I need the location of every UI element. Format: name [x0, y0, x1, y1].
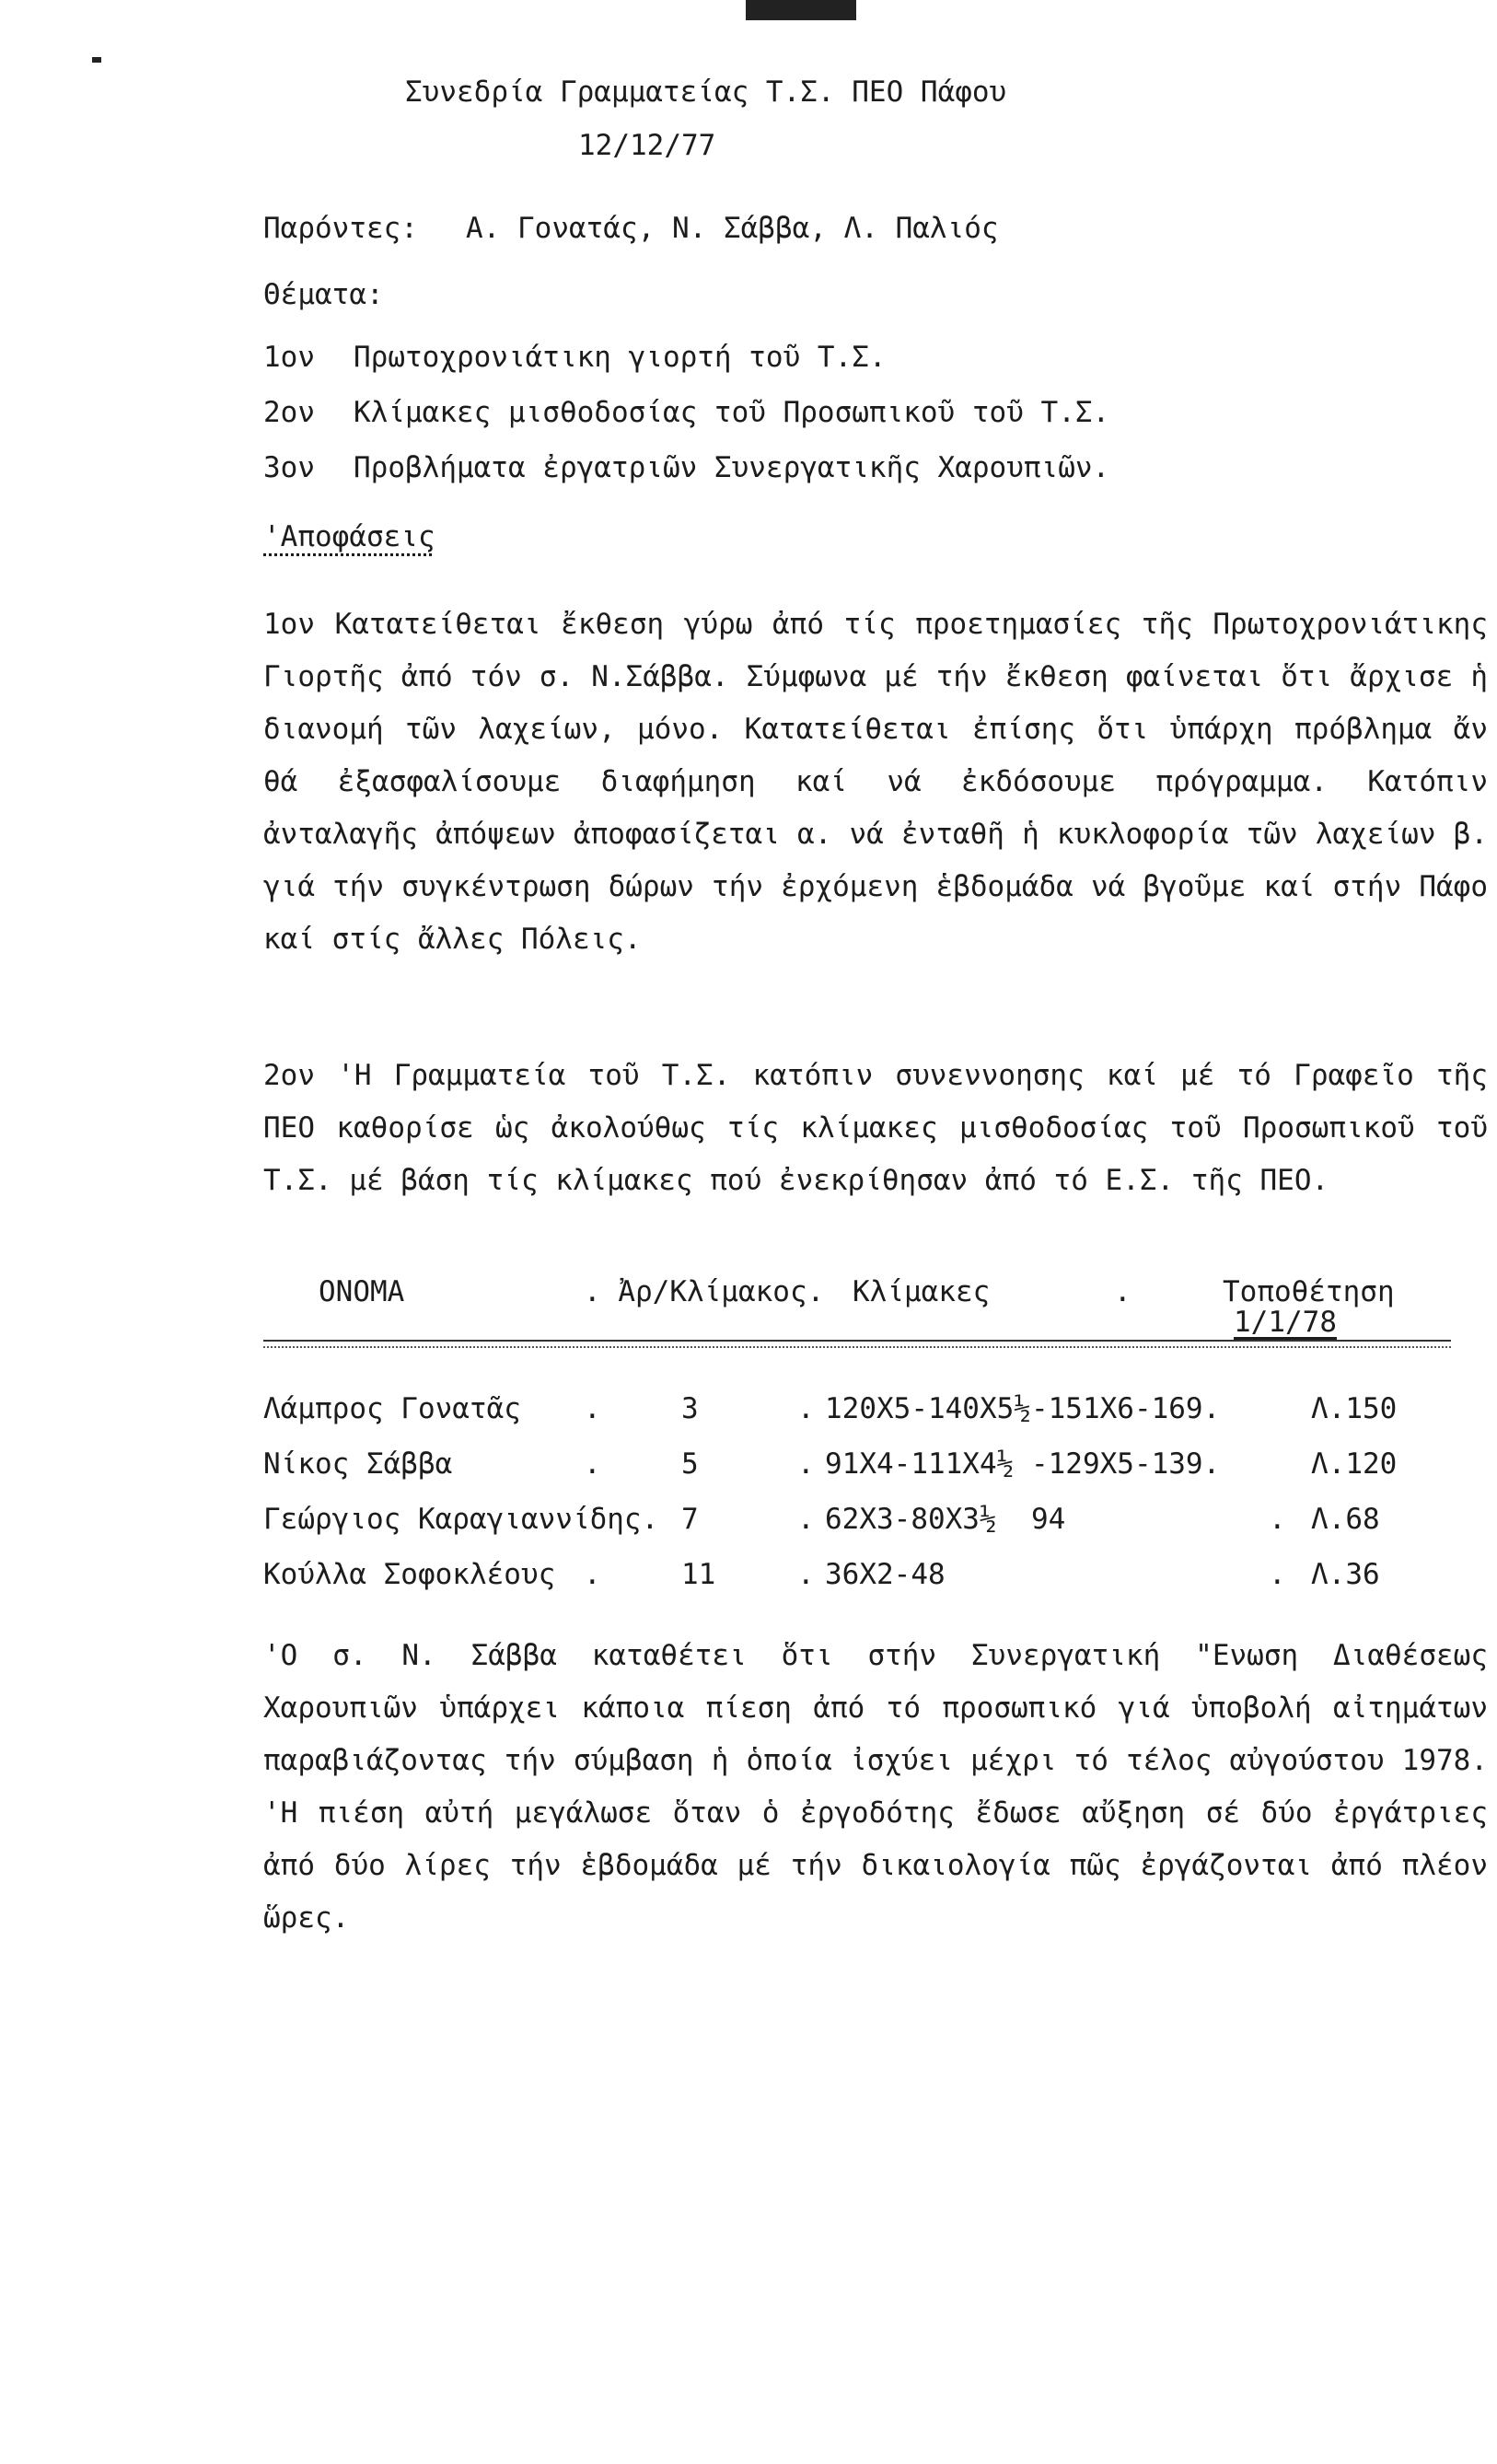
table-row-range: 36Χ2-48 [825, 1558, 946, 1591]
subject-number: 2ον [263, 396, 315, 429]
table-dot: . [584, 1447, 601, 1481]
table-row-placement: Λ.36 [1311, 1558, 1380, 1591]
table-row-range: 91Χ4-111Χ4½ -129Χ5-139. [825, 1447, 1221, 1481]
table-row-name: Νίκος Σάββα [263, 1447, 453, 1481]
table-dot: . [1269, 1503, 1286, 1536]
table-dot: . [584, 1558, 601, 1591]
table-dot: . [797, 1558, 815, 1591]
table-header-placement: Τοποθέτηση [1223, 1275, 1395, 1308]
table-dot: . [797, 1447, 815, 1481]
table-dot: . [797, 1392, 815, 1425]
table-header-scale: . Ἀρ/Κλίμακος. [584, 1275, 825, 1308]
table-rule-dotted [263, 1346, 1451, 1348]
table-rule [263, 1340, 1451, 1342]
subjects-label: Θέματα: [263, 278, 384, 311]
table-header-separator: . [1114, 1275, 1131, 1308]
subject-number: 3ον [263, 451, 315, 484]
scan-mark [92, 57, 101, 63]
table-header-name: ΟΝΟΜΑ [319, 1275, 405, 1308]
table-row-placement: Λ.68 [1311, 1503, 1380, 1536]
table-row-range: 120Χ5-140Χ5½-151Χ6-169. [825, 1392, 1221, 1425]
table-header-placement-date: 1/1/78 [1234, 1306, 1337, 1339]
table-row-name: Κούλλα Σοφοκλέους [263, 1558, 556, 1591]
present-names: Α. Γονατάς, Ν. Σάββα, Λ. Παλιός [466, 212, 999, 245]
table-row-placement: Λ.120 [1311, 1447, 1398, 1481]
decision-paragraph-1: 1ον Κατατείθεται ἔκθεση γύρω ἀπό τίς προετημασίες τῆς Πρωτοχρονιάτικης Γιορτῆς ἀπό τόν σ. Ν.Σάββα. Σύμφωνα μέ τήν ἔκθεση φαίνεται ὅτι ἄρχισε ἡ διανομή τῶν λαχείων, μόνο. Κατατείθεται ἐπίσης ὅτι ὑπάρχη πρόβλημα ἄν θά ἐξασφαλίσουμε διαφήμηση καί νά ἐκδόσουμε πρόγραμμα. Κατόπιν ἀνταλαγῆς ἀπόψεων ἀποφασίζεται α. νά ἐνταθῆ ἡ κυκλοφορία τῶν λαχείων β. γιά τήν συγκέντρωση δώρων τήν ἐρχόμενη ἑβδομάδα νά βγοῦμε καί στήν Πάφο καί στίς ἄλλες Πόλεις. [263, 608, 1488, 956]
subject-text: Κλίμακες μισθοδοσίας τοῦ Προσωπικοῦ τοῦ Τ.Σ. [354, 396, 1110, 429]
table-row-range: 62Χ3-80Χ3½ 94 [825, 1503, 1066, 1536]
decisions-heading: 'Αποφάσεις [263, 520, 435, 553]
table-dot: . [1269, 1558, 1286, 1591]
table-row-placement: Λ.150 [1311, 1392, 1398, 1425]
table-dot: . [584, 1392, 601, 1425]
decision-paragraph-2: 2ον 'Η Γραμματεία τοῦ Τ.Σ. κατόπιν συνεννοησης καί μέ τό Γραφεῖο τῆς ΠΕΟ καθορίσε ὡς ἀκολούθως τίς κλίμακες μισθοδοσίας τοῦ Προσωπικοῦ τοῦ Τ.Σ. μέ βάση τίς κλίμακες πού ἐνεκρίθησαν ἀπό τό Ε.Σ. τῆς ΠΕΟ. [263, 1059, 1488, 1197]
document-title: Συνεδρία Γραμματείας Τ.Σ. ΠΕΟ Πάφου [405, 76, 1007, 109]
table-header-scales: Κλίμακες [853, 1275, 991, 1308]
table-row-name: Γεώργιος Καραγιαννίδης. [263, 1503, 659, 1536]
table-row-scale: 5 [681, 1447, 699, 1481]
table-row-scale: 7 [681, 1503, 699, 1536]
scan-mark [746, 0, 856, 20]
table-row-scale: 11 [681, 1558, 716, 1591]
table-row-name: Λάμπρος Γονατᾶς [263, 1392, 521, 1425]
table-dot: . [797, 1503, 815, 1536]
present-label: Παρόντες: [263, 212, 418, 245]
table-row-scale: 3 [681, 1392, 699, 1425]
subject-number: 1ον [263, 341, 315, 374]
closing-paragraph: 'Ο σ. Ν. Σάββα καταθέτει ὅτι στήν Συνεργατική "Ενωση Διαθέσεως Χαρουπιῶν ὑπάρχει κάποια πίεση ἀπό τό προσωπικό γιά ὑποβολή αἰτημάτων παραβιάζοντας τήν σύμβαση ἡ ὁποία ἰσχύει μέχρι τό τέλος αὐγούστου 1978. 'Η πιέση αὐτή μεγάλωσε ὅταν ὁ ἐργοδότης ἔδωσε αὔξηση σέ δύο ἐργάτριες ἀπό δύο λίρες τήν ἑβδομάδα μέ τήν δικαιολογία πῶς ἐργάζονται ἀπό πλέον ὥρες. [263, 1639, 1488, 1935]
subject-text: Προβλήματα ἐργατριῶν Συνεργατικῆς Χαρουπιῶν. [354, 451, 1110, 484]
subject-text: Πρωτοχρονιάτικη γιορτή τοῦ Τ.Σ. [354, 341, 887, 374]
document-date: 12/12/77 [578, 129, 716, 162]
